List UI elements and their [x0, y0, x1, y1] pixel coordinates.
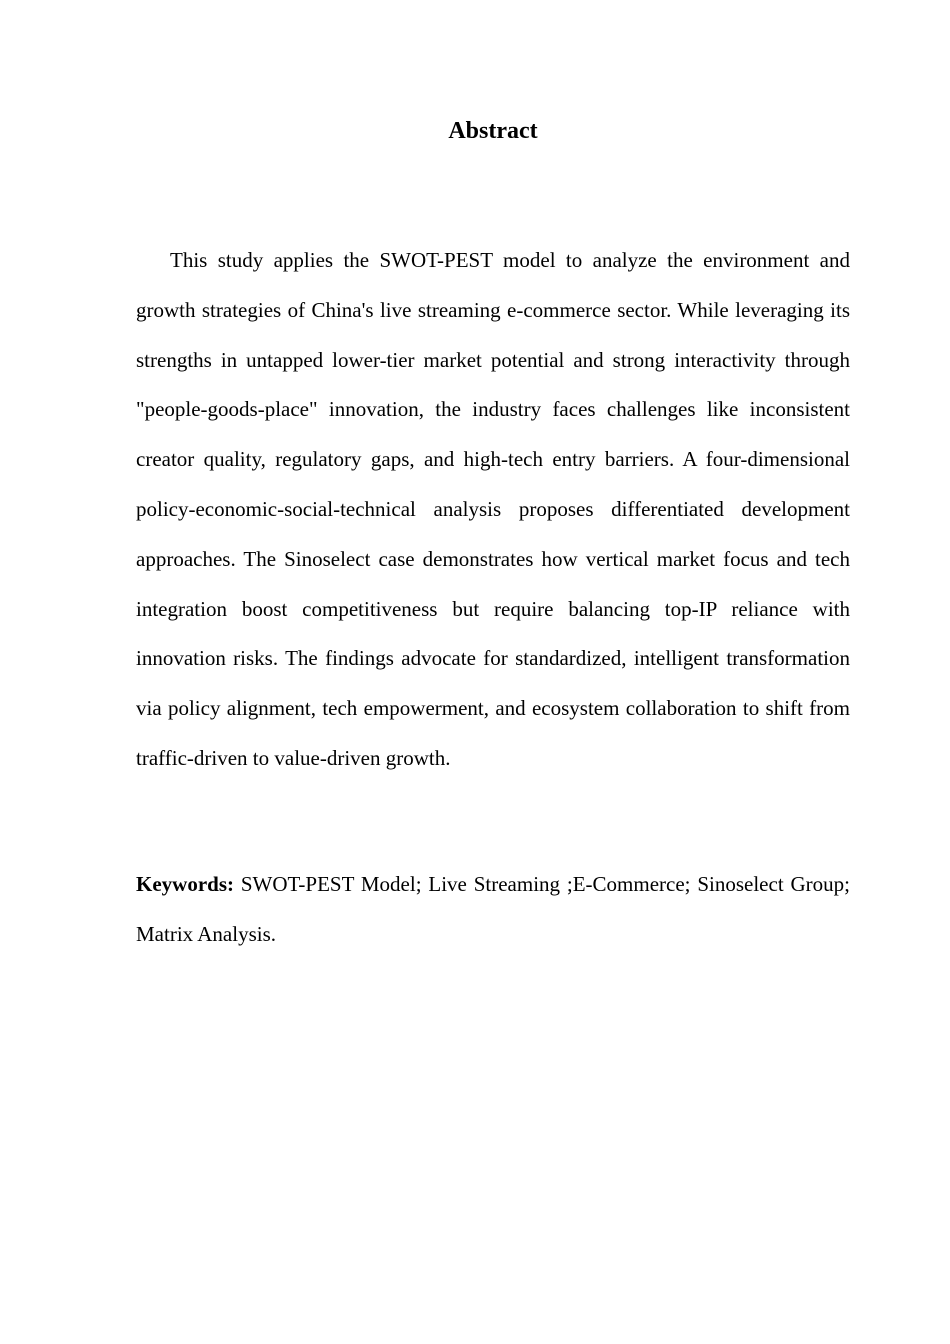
keywords-label: Keywords: — [136, 872, 234, 896]
abstract-title: Abstract — [448, 118, 538, 144]
abstract-paragraph: This study applies the SWOT-PEST model to analyze the environment and growth strategies of China's live streaming e-commerce sector. While leveraging its strengths in untapped lower-tier market potential and strong interactivity through "people-goods-place" innovation, the industry faces challenges like inconsistent creator quality, regulatory gaps, and high-tech entry barriers. A four-dimensional policy-economic-social-technical analysis proposes differentiated development approaches. The Sinoselect case demonstrates how vertical market focus and tech integration boost competitiveness but require balancing top-IP reliance with innovation risks. The findings advocate for standardized, intelligent transformation via policy alignment, tech empowerment, and ecosystem collaboration to shift from traffic-driven to value-driven growth. — [136, 248, 850, 770]
keywords-list: SWOT-PEST Model; Live Streaming ;E-Commerce; Sinoselect Group; Matrix Analysis. — [136, 872, 850, 946]
keywords-paragraph — [136, 859, 850, 959]
